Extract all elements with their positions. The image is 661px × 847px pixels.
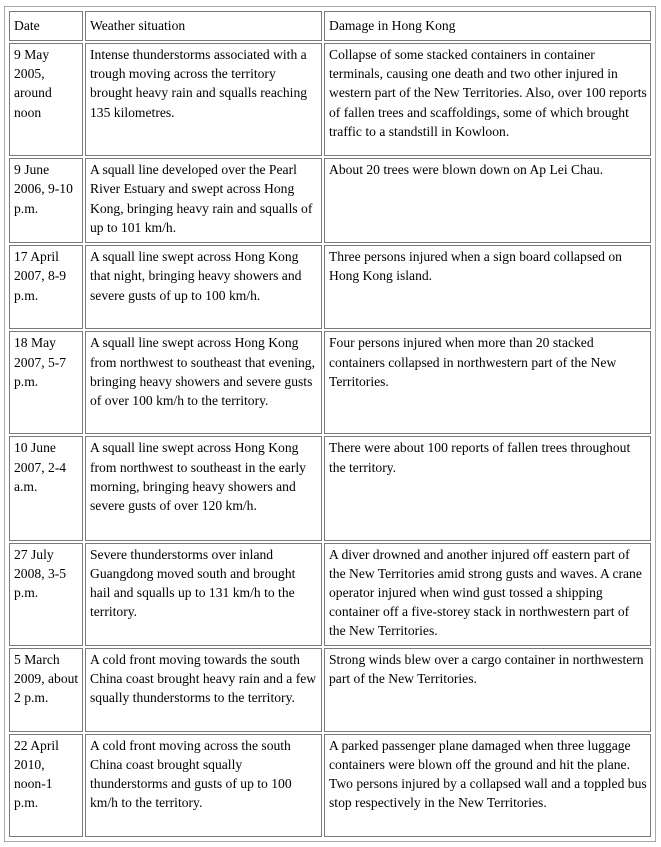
cell-damage [324,43,651,156]
cell-date [9,734,83,837]
cell-date-text: 18 May 2007, 5-7 p.m. [14,335,67,389]
cell-weather [85,43,322,156]
table-row [9,43,651,156]
cell-damage [324,543,651,646]
cell-date [9,648,83,732]
squall-damage-table [4,6,656,842]
table-row [9,331,651,434]
cell-damage-text: About 20 trees were blown down on Ap Lei Chau. [329,162,604,178]
cell-date [9,158,83,243]
cell-damage-text: Four persons injured when more than 20 stacked containers collapsed in northwestern part of the New Territories. [329,335,617,389]
table-row [9,648,651,732]
header-date: Date [9,11,83,41]
data-table [7,9,653,839]
cell-damage-text: Collapse of some stacked containers in container terminals, causing one death and two other injured in western part of the New Territories. Also, over 100 reports of fallen trees and scaffoldings, some of which brought traffic to a standstill in Kowloon. [329,47,647,139]
cell-damage-text: Strong winds blew over a cargo container in northwestern part of the New Territories. [329,651,644,686]
cell-weather-text: A squall line swept across Hong Kong that night, bringing heavy showers and severe gusts of up to 100 km/h. [90,249,302,303]
header-damage: Damage in Hong Kong [324,11,651,41]
table-row [9,543,651,646]
cell-damage-text: A parked passenger plane damaged when three luggage containers were blown off the ground and hit the plane. Two persons injured by a collapsed wall and a toppled bus stop respectively in the New Territories. [329,737,647,811]
table-row [9,436,651,540]
cell-weather-text: A cold front moving towards the south China coast brought heavy rain and a few squally thunderstorms to the territory. [90,651,317,706]
cell-damage [324,734,651,837]
cell-date-text: 10 June 2007, 2-4 a.m. [14,440,67,494]
cell-date [9,543,83,646]
cell-weather [85,331,322,434]
cell-damage [324,436,651,540]
cell-weather [85,648,322,732]
cell-damage-text: A diver drowned and another injured off eastern part of the New Territories amid strong gusts and waves. A crane operator injured when wind gust tossed a shipping container off a five-storey stack in northwestern part of the New Territories. [329,546,642,639]
cell-weather [85,543,322,646]
header-weather: Weather situation [85,11,322,41]
table-row [9,245,651,329]
cell-damage [324,245,651,329]
cell-damage [324,648,651,732]
table-row [9,734,651,837]
cell-weather-text: A squall line swept across Hong Kong from northwest to southeast that evening, bringing heavy showers and severe gusts of over 100 km/h to the territory. [90,335,316,408]
cell-date-text: 5 March 2009, about 2 p.m. [14,651,79,706]
table-row [9,158,651,243]
cell-damage-text: There were about 100 reports of fallen trees throughout the territory. [329,440,631,475]
cell-weather-text: Intense thunderstorms associated with a trough moving across the territory brought heavy rain and squalls reaching 135 kilometres. [90,47,308,120]
cell-weather-text: A squall line swept across Hong Kong from northwest to southeast in the early morning, bringing heavy showers and severe gusts of over 120 km/h. [90,440,306,514]
cell-date [9,43,83,156]
header-row [9,11,651,41]
cell-date [9,245,83,329]
cell-weather [85,436,322,540]
cell-weather [85,245,322,329]
cell-damage [324,158,651,243]
cell-date-text: 9 May 2005, around noon [14,47,52,120]
cell-weather [85,158,322,243]
cell-date [9,331,83,434]
cell-date-text: 22 April 2010, noon-1 p.m. [14,737,59,811]
cell-date-text: 9 June 2006, 9-10 p.m. [14,162,73,216]
cell-date-text: 17 April 2007, 8-9 p.m. [14,249,67,303]
cell-date-text: 27 July 2008, 3-5 p.m. [14,546,67,600]
cell-weather-text: Severe thunderstorms over inland Guangdong moved south and brought hail and squalls up to 131 km/h to the territory. [90,546,296,620]
cell-date [9,436,83,540]
cell-weather-text: A cold front moving across the south China coast brought squally thunderstorms and gusts of up to 100 km/h to the territory. [90,737,292,811]
cell-damage-text: Three persons injured when a sign board collapsed on Hong Kong island. [329,249,622,284]
cell-weather-text: A squall line developed over the Pearl River Estuary and swept across Hong Kong, bringing heavy rain and squalls of up to 101 km/h. [90,162,313,235]
cell-damage [324,331,651,434]
cell-weather [85,734,322,837]
